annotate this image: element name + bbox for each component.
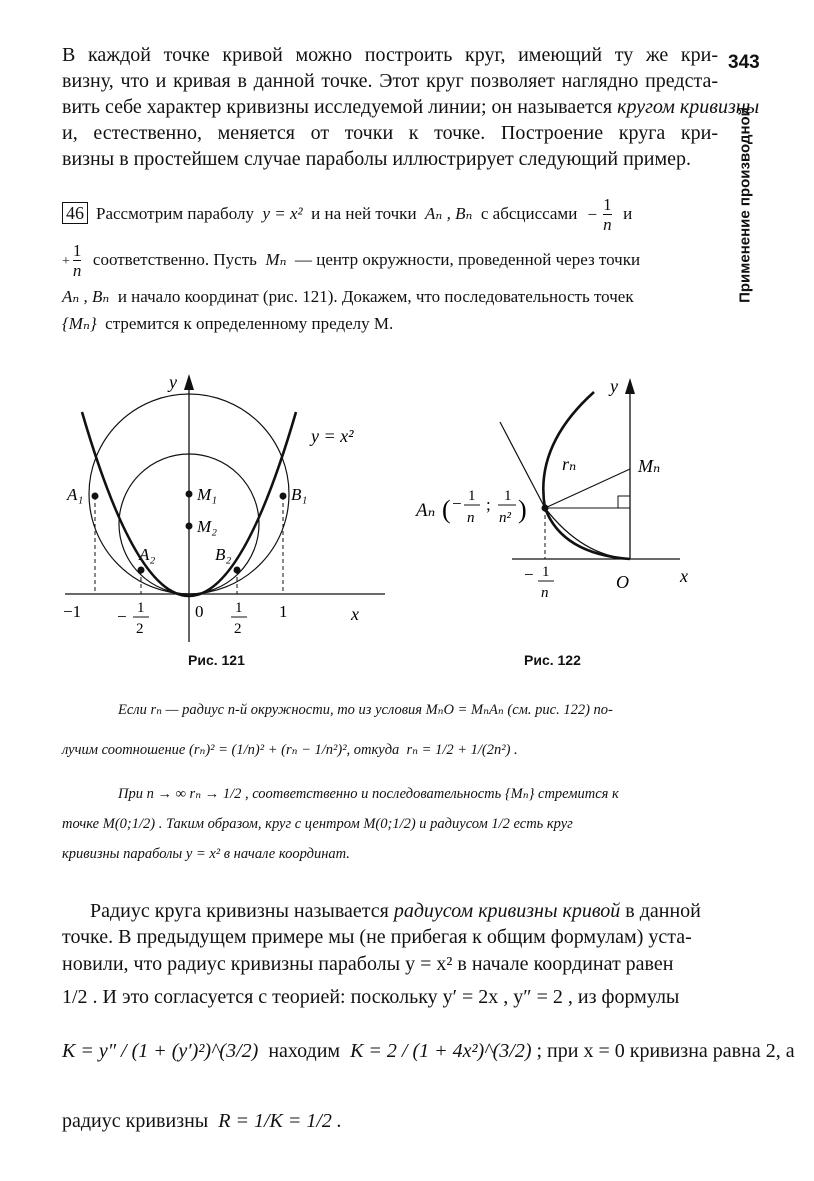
figure-122 xyxy=(412,366,712,616)
para2-line-2: точке. В предыдущем примере мы (не прибегая к общим формулам) уста- xyxy=(62,926,692,948)
fig121-label-m2: M₂ xyxy=(197,517,218,536)
fig122-x-label: x xyxy=(680,566,688,586)
term-radius-of-curvature: радиусом кривизны кривой xyxy=(393,900,621,922)
fig121-tick-minus-half-den: 2 xyxy=(136,621,144,637)
para1-line-2: визну, что и кривая в данной точке. Этот круг позволяет наглядно предста- xyxy=(62,70,718,92)
fig121-x-label: x xyxy=(351,604,359,624)
fig121-tick-minus-1: −1 xyxy=(63,602,82,621)
fig122-coord-x-num: 1 xyxy=(468,488,476,504)
fig122-radius xyxy=(545,469,630,508)
fig121-point-b2 xyxy=(234,567,241,574)
para1-line-3: вить себе характер кривизны исследуемой линии; он называется кругом кривизны xyxy=(62,96,760,118)
fraction-plus-1-over-n: $\frac{1}{n}$ xyxy=(72,241,82,280)
fig122-point-label: Aₙ xyxy=(416,500,436,521)
para1-line-5: визны в простейшем случае параболы иллюстрирует следующий пример. xyxy=(62,148,692,170)
fig121-point-a1 xyxy=(92,493,99,500)
fig122-center-label: Mₙ xyxy=(638,456,661,476)
italic-line-4: точке M(0;1/2) . Таким образом, круг с центром M(0;1/2) и радиусом 1/2 есть круг xyxy=(62,816,573,832)
fig121-label-b1: B₁ xyxy=(291,485,308,504)
fraction-minus-1-over-n: − xyxy=(587,204,598,224)
fig122-paren-left: ( xyxy=(442,495,451,524)
fig122-tick-num: 1 xyxy=(542,564,550,580)
example-line-4: {Mₙ} стремится к определенному пределу M. xyxy=(62,314,394,333)
fig121-caption: Рис. 121 xyxy=(188,652,245,668)
figure-121 xyxy=(55,360,385,650)
example-line-1: 46 Рассмотрим параболу y = x² и на ней точки Aₙ , Bₙ с абсциссами − $\frac{1}{n}$ и xyxy=(62,196,718,234)
fig122-coord-x-den: n xyxy=(467,510,475,526)
fig122-origin-label: O xyxy=(616,572,629,592)
italic-line-1: Если rₙ — радиус n-й окружности, то из условия MₙO = MₙAₙ (см. рис. 122) по- xyxy=(118,702,613,718)
fig121-point-a2 xyxy=(138,567,145,574)
para1-line-1: В каждой точке кривой можно построить круг, имеющий ту же кри- xyxy=(62,44,718,66)
para2-line-4: 1/2 . И это согласуется с теорией: поскольку y′ = 2x , y″ = 2 , из формулы xyxy=(62,986,680,1008)
fig121-label-a1: A₁ xyxy=(67,485,84,504)
fig122-coord-y-den: n² xyxy=(499,510,511,526)
fig122-tick-minus: − xyxy=(524,565,534,584)
fig122-y-arrow xyxy=(625,378,635,394)
fig122-caption: Рис. 122 xyxy=(524,652,581,668)
para2-line-5: K = y″ / (1 + (y′)²)^(3/2) находим K = 2 / (1 + 4x²)^(3/2) ; при x = 0 кривизна равна 2, а xyxy=(62,1040,795,1062)
para2-line-1: Радиус круга кривизны называется радиусом кривизны кривой в данной xyxy=(90,900,701,922)
fig122-paren-right: ) xyxy=(518,495,527,524)
para2-line-3: новили, что радиус кривизны параболы y = x² в начале координат равен xyxy=(62,953,674,975)
fig122-tick-den: n xyxy=(541,585,549,601)
fig121-tick-minus-half-num: 1 xyxy=(137,600,145,616)
fig122-coord-minus: − xyxy=(452,494,462,513)
fig122-right-angle xyxy=(618,496,630,508)
fig122-coord-sep: ; xyxy=(486,495,491,514)
example-line-2: + $\frac{1}{n}$ соответственно. Пусть Mₙ — центр окружности, проведенной через точки xyxy=(62,241,641,280)
italic-line-5: кривизны параболы y = x² в начале координат. xyxy=(62,846,350,862)
example-line-3: Aₙ , Bₙ и начало координат (рис. 121). Докажем, что последовательность точек xyxy=(62,287,634,306)
fig121-y-arrow xyxy=(184,374,194,390)
fig121-y-label: y xyxy=(169,372,177,392)
fig121-point-m2 xyxy=(186,523,193,530)
side-title: Применение производной xyxy=(736,107,754,303)
fig121-label-m1: M₁ xyxy=(197,485,218,504)
term-curvature-circle: кругом кривизны xyxy=(617,96,760,118)
fig121-tick-0: 0 xyxy=(195,602,204,621)
fig122-radius-label: rₙ xyxy=(562,454,577,474)
fig121-tick-half-den: 2 xyxy=(234,621,242,637)
fig122-point-an xyxy=(542,505,549,512)
fig121-point-b1 xyxy=(280,493,287,500)
fig121-point-m1 xyxy=(186,491,193,498)
italic-line-2: лучим соотношение (rₙ)² = (1/n)² + (rₙ − 1/n²)², откуда rₙ = 1/2 + 1/(2n²) . xyxy=(62,742,518,758)
page-number: 343 xyxy=(728,52,760,73)
fig121-label-b2: B₂ xyxy=(215,545,232,564)
example-number: 46 xyxy=(62,202,88,224)
fig122-y-label: y xyxy=(610,376,618,396)
para1-line-4: и, естественно, меняется от точки к точке. Построение круга кри- xyxy=(62,122,718,144)
fig121-tick-1: 1 xyxy=(279,602,288,621)
para2-line-6: радиус кривизны R = 1/K = 1/2 . xyxy=(62,1110,342,1132)
fig121-tick-half-num: 1 xyxy=(235,600,243,616)
fig121-label-a2: A₂ xyxy=(139,545,156,564)
fig122-coord-y-num: 1 xyxy=(504,488,512,504)
fig121-tick-minus-half-sign: − xyxy=(117,607,127,626)
italic-line-3: При n → ∞ rₙ → 1/2 , соответственно и последовательность {Mₙ} стремится к xyxy=(118,786,619,802)
fig121-curve-label: y = x² xyxy=(311,426,354,446)
